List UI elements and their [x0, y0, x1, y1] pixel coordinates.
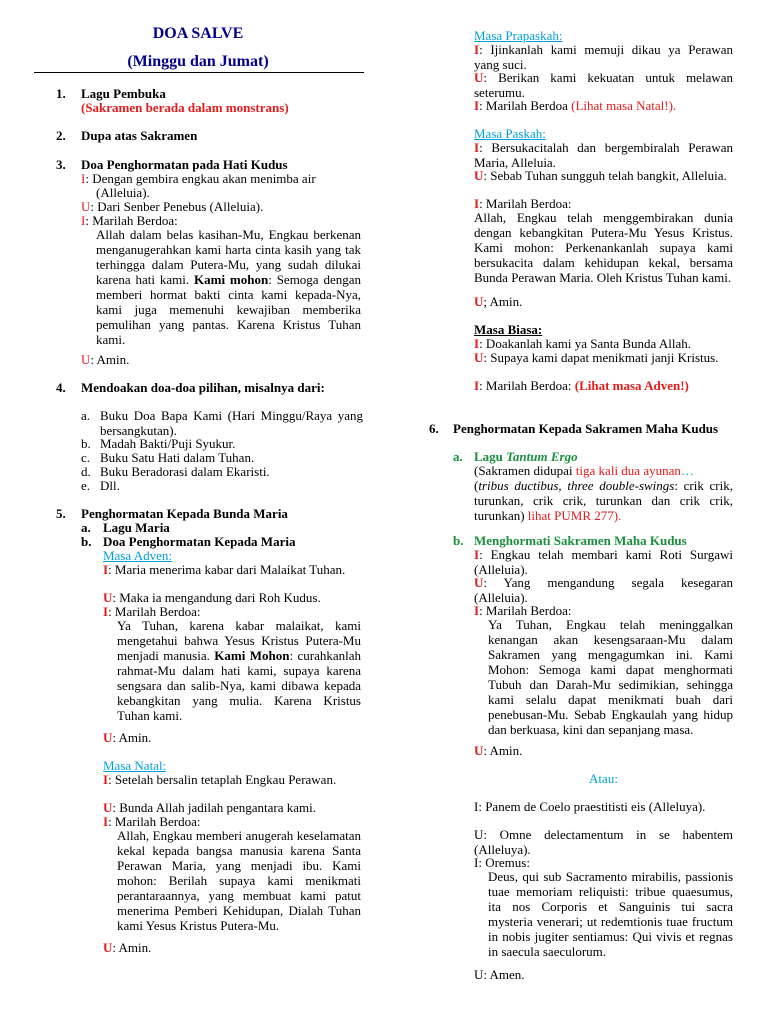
- prapaskah-l3-tag: I: [474, 98, 480, 113]
- adven-l2-tag: U: [103, 590, 113, 605]
- latin-line-3: I: Oremus:: [474, 855, 530, 870]
- natal-line-2: [103, 800, 316, 815]
- s6-b-l3-text: : Marilah Berdoa:: [479, 603, 572, 618]
- s6-item-a-key: a.: [453, 449, 463, 464]
- s3-l3-text: : Marilah Berdoa:: [85, 213, 178, 228]
- prapaskah-l1-text: : Ijinkanlah kami memuji dikau ya Perawan yang suci.: [474, 42, 733, 72]
- s1-title: Lagu Pembuka: [81, 86, 166, 101]
- natal-l3-text: : Marilah Berdoa:: [108, 814, 201, 829]
- s6-b-amen-text: : Amin.: [483, 743, 523, 758]
- adven-l1-text: : Maria menerima kabar dari Malaikat Tuhan.: [108, 562, 346, 577]
- s3-line-1b: (Alleluia).: [96, 185, 150, 200]
- s3-prayer: [96, 227, 361, 347]
- s6-b-line-3: [474, 603, 571, 618]
- s4-item-a-key: a.: [81, 408, 91, 423]
- natal-line-1: [103, 772, 361, 787]
- s4-item-d-text: Buku Beradorasi dalam Ekaristi.: [100, 464, 270, 479]
- doc-subtitle: (Minggu dan Jumat): [127, 53, 269, 70]
- paskah-l1-tag: I: [474, 140, 480, 155]
- prapaskah-line-3: [474, 98, 676, 113]
- s6-item-b: Menghormati Sakramen Maha Kudus: [474, 533, 687, 548]
- natal-prayer: Allah, Engkau memberi anugerah keselamatan kekal kepada bangsa manusia karena Santa Perawan Maria, yang menjadi ibu. Kami mohon: Berilah supaya kami menikmati perantaraannya, yang membuat kami patut menerima Pemberi Kehidupan, Dialah Tuhan kami Yesus Kristus Putera-Mu.: [117, 828, 361, 933]
- s1-number: 1.: [56, 86, 66, 101]
- s3-line-1: [81, 171, 363, 186]
- s4-item-c-key: c.: [81, 450, 91, 465]
- s5-item-a-key: a.: [81, 520, 91, 535]
- natal-l1-tag: I: [103, 772, 109, 787]
- adven-line-3: [103, 604, 200, 619]
- s6-item-a-song: Tantum Ergo: [506, 449, 578, 464]
- natal-l1-text: : Setelah bersalin tetaplah Engkau Perawan.: [108, 772, 337, 787]
- biasa-l3-text: : Marilah Berdoa:: [479, 378, 572, 393]
- latin-amen: U: Amen.: [474, 967, 525, 982]
- s6-b-l3-tag: I: [474, 603, 480, 618]
- paskah-l1-text: : Bersukacitalah dan bergembiralah Perawan Maria, Alleluia.: [474, 140, 733, 170]
- prapaskah-l3-ref: (Lihat masa Natal!).: [571, 98, 677, 113]
- s4-item-a: [81, 408, 363, 438]
- s6-note-1-red: tiga kali dua ayunan: [575, 463, 681, 478]
- s6-b-l2-text: : Yang mengandung segala kesegaran (Alleluia).: [474, 575, 733, 605]
- s3-prayer-b: : Semoga dengan memberi hormat bakti cinta kami kepada-Nya, kami juga memenuhi kewajiban memberika pemulihan yang pantas. Karena Kristus Tuhan kami.: [96, 272, 361, 347]
- s3-prayer-bold: Kami mohon: [194, 272, 269, 287]
- adven-heading: Masa Adven:: [103, 548, 172, 563]
- s6-note-1-ellipsis: …: [680, 463, 694, 478]
- paskah-heading: Masa Paskah:: [474, 126, 546, 141]
- adven-l2-text: : Maka ia mengandung dari Roh Kudus.: [112, 590, 321, 605]
- s4-item-a-text: Buku Doa Bapa Kami (Hari Minggu/Raya yang bersangkutan).: [100, 408, 363, 438]
- latin-prayer: Deus, qui sub Sacramento mirabilis, passionis tuae memoriam reliquisti: tribue quaesumus, ita nos Corporis et Sanguinis tui sacra mysteria venerari; ut redemtionis tuae fructum in nobis jugiter sentiamus: Qui vivis et regnas in saecula saeculorum.: [488, 869, 733, 959]
- paskah-prayer: Allah, Engkau telah menggembirakan dunia dengan kebangkitan Putera-Mu Yesus Kristus. Kami mohon: Perkenankanlah supaya kami bersukacita dalam kehidupan kekal, bersama Bunda Perawan Maria. Oleh Kristus Tuhan kami.: [474, 210, 733, 285]
- s6-b-l1-tag: I: [474, 547, 480, 562]
- latin-line-2: U: Omne delectamentum in se habentem (Alleluya).: [474, 827, 733, 857]
- paskah-l3-text: : Marilah Berdoa:: [479, 196, 572, 211]
- s6-item-a-note: [474, 463, 733, 523]
- s3-line-2: [81, 199, 263, 214]
- s6-b-line-2: [474, 575, 733, 605]
- biasa-l2-text: : Supaya kami dapat menikmati janji Kristus.: [483, 350, 719, 365]
- paskah-l3-tag: I: [474, 196, 480, 211]
- paskah-amen: [474, 294, 522, 309]
- paskah-amen-text: ; Amin.: [483, 294, 523, 309]
- prapaskah-line-1: [474, 42, 733, 72]
- s6-item-b-key: b.: [453, 533, 464, 548]
- s6-note-2: : crik crik, turunkan, crik crik, turunkan dan crik crik, turunkan): [474, 478, 733, 523]
- s3-l2-text: : Dari Senber Penebus (Alleluia).: [90, 199, 264, 214]
- atau-label: Atau:: [589, 771, 618, 786]
- s3-number: 3.: [56, 157, 66, 172]
- s3-line-3: [81, 213, 178, 228]
- biasa-l3-ref: (Lihat masa Adven!): [574, 378, 689, 393]
- prapaskah-l3-text: : Marilah Berdoa: [479, 98, 568, 113]
- s4-item-e-text: Dll.: [100, 478, 120, 493]
- natal-heading: Masa Natal:: [103, 758, 167, 773]
- natal-l2-text: : Bunda Allah jadilah pengantara kami.: [112, 800, 316, 815]
- s3-l2-tag: U: [81, 199, 91, 214]
- prapaskah-l1-tag: I: [474, 42, 480, 57]
- s5-item-b: Doa Penghormatan Kepada Maria: [103, 534, 296, 549]
- s4-item-b-key: b.: [81, 436, 91, 451]
- s6-number: 6.: [429, 421, 439, 436]
- natal-amen: [103, 940, 151, 955]
- prapaskah-l2-tag: U: [474, 70, 484, 85]
- title-rule: [34, 72, 364, 73]
- prapaskah-line-2: [474, 70, 733, 100]
- s6-b-line-1: [474, 547, 733, 577]
- biasa-l3-tag: I: [474, 378, 480, 393]
- prapaskah-heading: Masa Prapaskah:: [474, 28, 563, 43]
- s4-item-c-text: Buku Satu Hati dalam Tuhan.: [100, 450, 255, 465]
- s6-item-a: [474, 449, 578, 464]
- s2-title: Dupa atas Sakramen: [81, 128, 198, 143]
- prapaskah-l2-text: : Berikan kami kekuatan untuk melawan seterumu.: [474, 70, 733, 100]
- s5-number: 5.: [56, 506, 66, 521]
- paskah-l2-text: : Sebab Tuhan sungguh telah bangkit, Alleluia.: [483, 168, 727, 183]
- s3-amen-text: : Amin.: [90, 352, 130, 367]
- natal-amen-tag: U: [103, 940, 113, 955]
- s4-item-c: [81, 450, 254, 465]
- s5-item-a: Lagu Maria: [103, 520, 170, 535]
- adven-amen: [103, 730, 151, 745]
- biasa-l2-tag: U: [474, 350, 484, 365]
- natal-l3-tag: I: [103, 814, 109, 829]
- natal-l2-tag: U: [103, 800, 113, 815]
- s6-b-l2-tag: U: [474, 575, 484, 590]
- adven-line-2: [103, 590, 321, 605]
- s3-l3-tag: I: [81, 213, 86, 228]
- biasa-heading: Masa Biasa:: [474, 322, 543, 337]
- s6-note-2-italic: tribus ductibus, three double-swings: [478, 478, 675, 493]
- adven-prayer-b: : curahkanlah rahmat-Mu dalam hati kami, supaya karena sengsara dan salib-Nya, kami dibawa kepada kebangkitan yang mulia. Karena Kristus Tuhan kami.: [117, 648, 361, 723]
- biasa-line-2: [474, 350, 733, 365]
- s4-item-e-key: e.: [81, 478, 91, 493]
- s6-item-a-label: Lagu: [474, 449, 503, 464]
- s3-amen-tag: U: [81, 352, 91, 367]
- biasa-line-1: [474, 336, 691, 351]
- s6-note-1: (Sakramen didupai: [474, 463, 573, 478]
- s6-title: Penghormatan Kepada Sakramen Maha Kudus: [453, 421, 719, 436]
- s4-title: Mendoakan doa-doa pilihan, misalnya dari:: [81, 380, 325, 395]
- s6-b-prayer: Ya Tuhan, Engkau telah meninggalkan kenangan akan kesengsaraan-Mu dalam Sakramen yang mengagumkan ini. Kami Mohon: Semoga kami dapat menghormati Tubuh dan Darah-Mu sedimikian, sehingga kami selalu dapat menikmati buah dari penebusan-Mu. Sebab Engkaulah yang hidup dan berkuasa, kini dan sepanjang masa.: [488, 617, 733, 737]
- adven-l3-text: : Marilah Berdoa:: [108, 604, 201, 619]
- paskah-l2-tag: U: [474, 168, 484, 183]
- paskah-line-1: [474, 140, 733, 170]
- adven-l1-tag: I: [103, 562, 109, 577]
- doc-title: DOA SALVE: [152, 25, 244, 42]
- natal-line-3: [103, 814, 200, 829]
- adven-l3-tag: I: [103, 604, 109, 619]
- paskah-line-2: [474, 168, 733, 183]
- s4-item-b: [81, 436, 235, 451]
- s6-note-2-open: (: [474, 478, 479, 493]
- s3-l1-tag: I: [81, 171, 86, 186]
- s3-title: Doa Penghormatan pada Hati Kudus: [81, 157, 288, 172]
- paskah-line-3: [474, 196, 571, 211]
- s6-note-2-red: lihat PUMR 277).: [527, 508, 622, 523]
- s5-item-b-key: b.: [81, 534, 92, 549]
- s3-l1-text: : Dengan gembira engkau akan menimba air: [85, 171, 316, 186]
- s3-amen: [81, 352, 129, 367]
- biasa-l1-tag: I: [474, 336, 480, 351]
- s2-number: 2.: [56, 128, 66, 143]
- latin-line-1: I: Panem de Coelo praestitisti eis (Alleluya).: [474, 799, 706, 814]
- s4-item-b-text: Madah Bakti/Puji Syukur.: [100, 436, 236, 451]
- s6-b-l1-text: : Engkau telah membari kami Roti Surgawi (Alleluia).: [474, 547, 733, 577]
- s6-b-amen: [474, 743, 522, 758]
- s4-item-d-key: d.: [81, 464, 91, 479]
- adven-prayer-a: Ya Tuhan, karena kabar malaikat, kami mengetahui bahwa Yesus Kristus Putera-Mu menjadi manusia.: [117, 618, 361, 663]
- adven-amen-tag: U: [103, 730, 113, 745]
- adven-line-1: [103, 562, 361, 577]
- adven-amen-text: : Amin.: [112, 730, 152, 745]
- biasa-line-3: [474, 378, 689, 393]
- s4-item-d: [81, 464, 270, 479]
- paskah-amen-tag: U: [474, 294, 484, 309]
- s4-number: 4.: [56, 380, 66, 395]
- s1-note: (Sakramen berada dalam monstrans): [81, 100, 289, 115]
- s6-b-amen-tag: U: [474, 743, 484, 758]
- s5-title: Penghormatan Kepada Bunda Maria: [81, 506, 288, 521]
- biasa-l1-text: : Doakanlah kami ya Santa Bunda Allah.: [479, 336, 691, 351]
- s4-item-e: [81, 478, 120, 493]
- natal-amen-text: : Amin.: [112, 940, 152, 955]
- adven-prayer: [117, 618, 361, 723]
- s3-prayer-a: Allah dalam belas kasihan-Mu, Engkau berkenan menganugerahkan kami harta cinta kasih yang tak terhingga dalam Putera-Mu, yang sudah dilukai karena hati kami.: [96, 227, 361, 287]
- adven-prayer-bold: Kami Mohon: [214, 648, 290, 663]
